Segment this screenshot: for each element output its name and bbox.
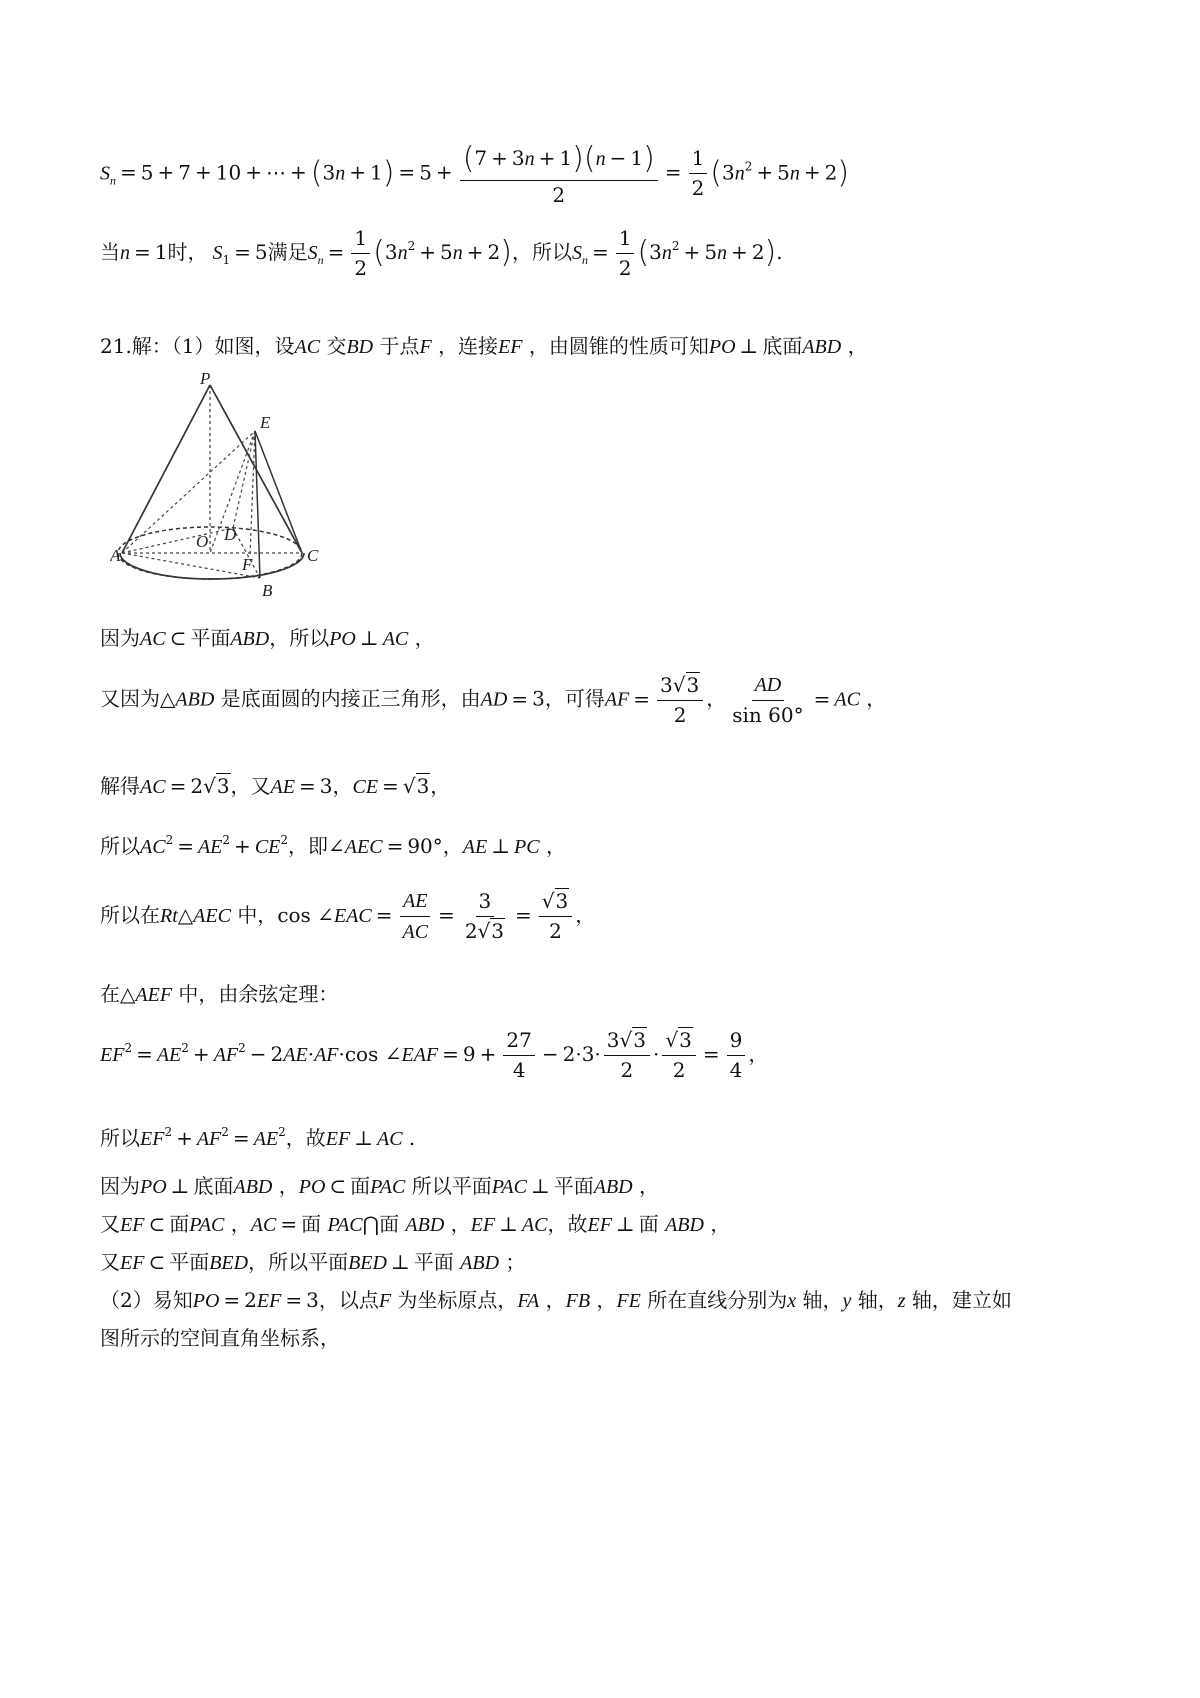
line-part-2-cont: 图所示的空间直角坐标系， xyxy=(100,1326,340,1350)
line-po-perp-base: 因为PO ⊥ 底面ABD ，PO ⊂ 面PAC 所以平面PAC ⊥ 平面ABD ， xyxy=(100,1174,659,1198)
cone-edge-ec xyxy=(255,431,302,553)
line-triangle-abd: 又因为△ABD 是底面圆的内接正三角形，由AD = 3，可得AF = $\frac{3√3}{2}$ ， $\frac{AD}{\sin 60^\circ}$ = AC ， xyxy=(100,672,887,727)
cone-edge-eb xyxy=(255,431,260,578)
line-triangle-aef: 在△AEF 中，由余弦定理： xyxy=(100,982,339,1006)
line-part-2: （2）易知PO = 2EF = 3，以点F 为坐标原点，FA ，FB ，FE 所在直线分别为x 轴，y 轴，z 轴，建立如 xyxy=(100,1288,1012,1312)
label-a: A xyxy=(110,546,121,565)
cone-base-front-arc xyxy=(120,553,304,579)
label-p: P xyxy=(200,370,211,388)
line-ef-perp-ac: 所以$EF^2 + AF^2 = AE^2$，故EF ⊥ AC . xyxy=(100,1125,416,1150)
label-c: C xyxy=(307,546,319,565)
line-n-equals-1: 当n = 1时， $S_1 = 5$满足$S_n$ = $\frac{1}{2}$ $(3n^2 + 5n + 2)$，所以$S_n$ = $\frac{1}{2}$ $(3n^2 + 5n + 2)$. xyxy=(100,226,783,280)
cone-figure xyxy=(110,370,350,600)
label-f: F xyxy=(242,555,253,574)
line-pythagoras: 所以$AC^2 = AE^2 + CE^2$，即∠AEC = 90°，AE ⊥ PC ， xyxy=(100,833,566,858)
cone-edge-pa xyxy=(122,385,210,553)
line-cos-eac: 所以在Rt△AEC 中，cos ∠EAC = $\frac{AE}{AC}$ = $\frac{3}{2√3}$ = $\frac{√3}{2}$ ， xyxy=(100,889,596,943)
label-d: D xyxy=(224,525,237,544)
label-o: O xyxy=(196,532,209,551)
line-ac-in-plane: 因为AC ⊂ 平面ABD，所以PO ⊥ AC ， xyxy=(100,626,435,650)
label-e: E xyxy=(260,413,271,432)
label-b: B xyxy=(262,581,273,600)
formula-sn-sum: $S_n = 5 + 7 + 10$ + ⋯ + (3n + 1) = 5 + $\frac{(7 + 3n + 1)(n - 1)}{2}$ = $\frac{1}{2}$ $(3n^2 + 5n + 2)$ xyxy=(100,141,850,207)
problem-21-intro: 21.解：（1）如图，设AC 交BD 于点F ，连接EF ，由圆锥的性质可知PO ⊥ 底面ABD ， xyxy=(100,334,868,358)
formula-cosine-law: $EF^2 = AE^2 + AF^2 - 2AE\cdot AF\cdot\cos$ ∠EAF = 9 + $\frac{27}{4}$ − 2·3· $\frac{3√3}{2}$ · $\frac{√3}{2}$ = $\frac{9}{4}$ ， xyxy=(100,1028,769,1082)
line-ef-in-pac: 又EF ⊂ 面PAC ，AC = 面 PAC⋂面 ABD ，EF ⊥ AC，故EF ⊥ 面 ABD ， xyxy=(100,1212,731,1236)
line-solve-ac: 解得AC = 2√3，又AE = 3，CE = √3， xyxy=(100,774,451,798)
line-plane-bed: 又EF ⊂ 平面BED，所以平面BED ⊥ 平面 ABD ； xyxy=(100,1250,526,1274)
